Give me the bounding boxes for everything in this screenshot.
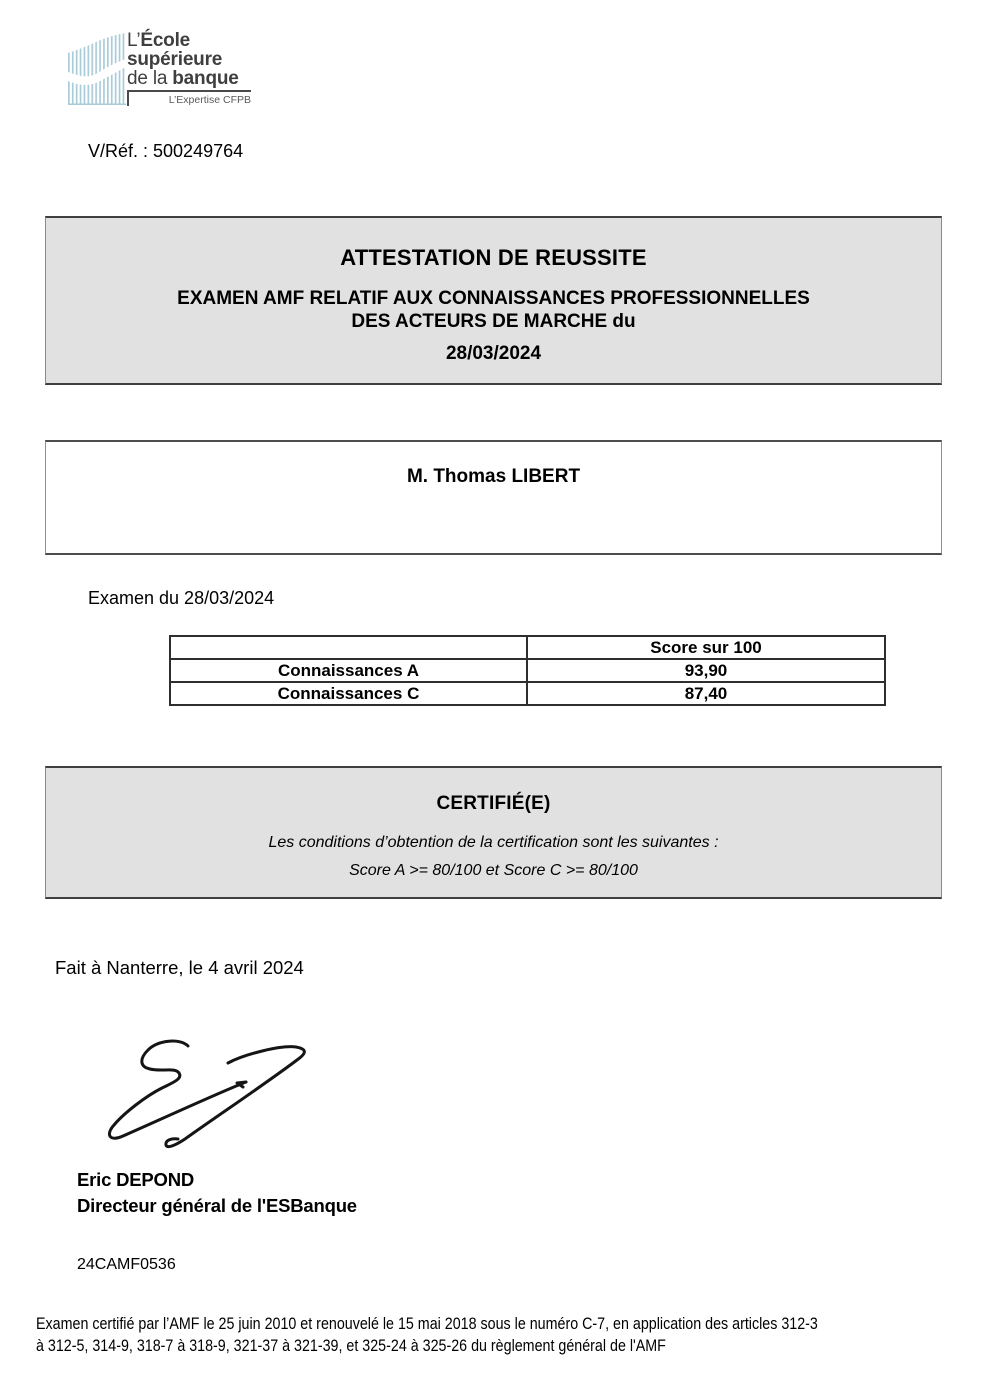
exam-date: 28/03/2024 [445, 343, 542, 364]
row-score-connaissances-c: 87,40 [527, 682, 885, 705]
score-table [169, 635, 886, 706]
issuance-place-date: Fait à Nanterre, le 4 avril 2024 [55, 957, 304, 978]
table-header-row [170, 636, 885, 659]
certification-conditions-intro: Les conditions d’obtention de la certification sont les suivantes : [268, 834, 719, 851]
header-score-cell: Score sur 100 [527, 636, 885, 659]
esbanque-logo-wordmark [127, 31, 267, 88]
header-empty-cell [170, 636, 527, 659]
signatory-block [77, 1167, 357, 1219]
signature-handwritten [100, 1035, 315, 1160]
table-row [170, 682, 885, 705]
certificate-title: ATTESTATION DE REUSSITE [340, 245, 647, 270]
legal-footer-line-2: à 312-5, 314-9, 318-7 à 318-9, 321-37 à 321-39, et 325-24 à 325-26 du règlement général de l'AMF [36, 1336, 666, 1355]
esbanque-logo-stripes-icon [68, 33, 126, 105]
exam-subtitle-line2: DES ACTEURS DE MARCHE du [351, 311, 636, 332]
exam-subtitle-line1: EXAMEN AMF RELATIF AUX CONNAISSANCES PROFESSIONNELLES [177, 288, 810, 309]
certification-conditions-rule: Score A >= 80/100 et Score C >= 80/100 [349, 862, 638, 879]
table-row [170, 659, 885, 682]
row-score-connaissances-a: 93,90 [527, 659, 885, 682]
exam-session-label: Examen du 28/03/2024 [88, 588, 275, 608]
logo-line-2: supérieure [127, 49, 223, 70]
legal-footer-line-1: Examen certifié par l’AMF le 25 juin 2010 et renouvelé le 15 mai 2018 sous le numéro C-7, en application des articles 312-3 [36, 1314, 818, 1333]
document-code: 24CAMF0536 [77, 1256, 176, 1273]
signatory-name: Eric DEPOND [77, 1169, 195, 1190]
reference-number: V/Réf. : 500249764 [88, 141, 244, 161]
certification-box [45, 766, 942, 899]
title-box [45, 216, 942, 385]
row-label-connaissances-c: Connaissances C [170, 682, 527, 705]
signatory-title: Directeur général de l'ESBanque [77, 1195, 357, 1216]
logo-line-3: de la banque [127, 68, 239, 89]
row-label-connaissances-a: Connaissances A [170, 659, 527, 682]
recipient-box [45, 440, 942, 555]
legal-footer [36, 1313, 967, 1357]
recipient-name: M. Thomas LIBERT [406, 466, 581, 487]
certification-status: CERTIFIÉ(E) [436, 793, 551, 814]
logo-tagline: L’Expertise CFPB [127, 90, 251, 106]
logo-line-1: L’École [127, 30, 191, 51]
